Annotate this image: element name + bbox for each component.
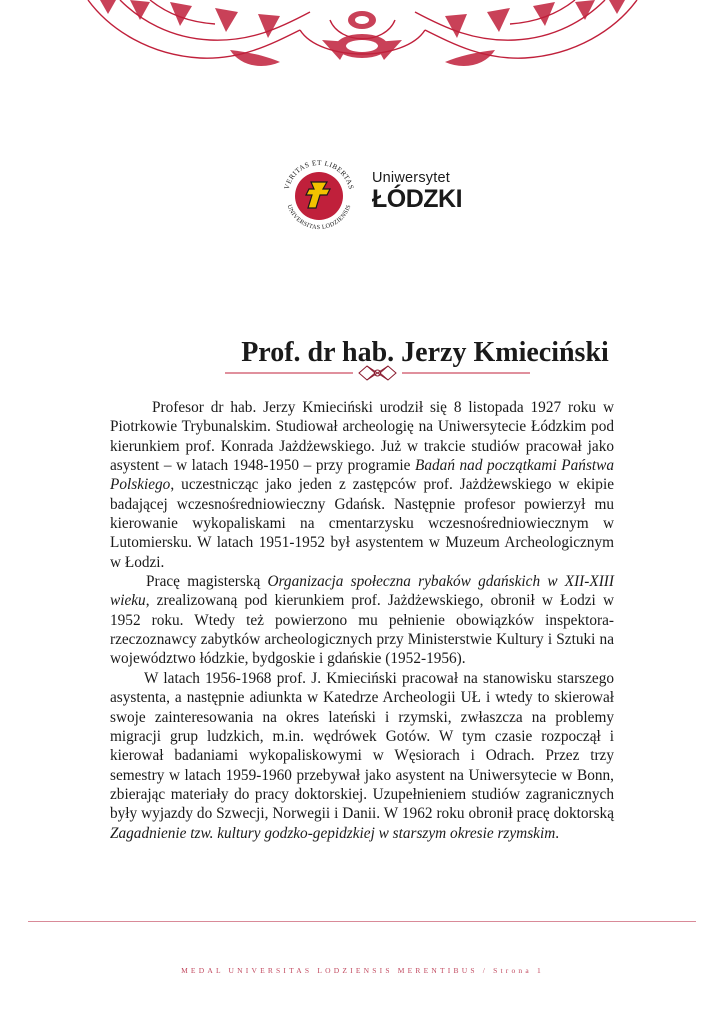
title-divider — [225, 362, 530, 384]
text-run: , zrealizowaną pod kierunkiem prof. Jażdżewskiego, obronił w Łodzi w 1952 roku. Wtedy też powierzono mu pełnienie obowiązków inspektora-rzeczoznawcy zabytków archeologicznych przy Ministerstwie Kultury i Sztuki na województwo łódzkie, bydgoskie i gdańskie (1952-1956). — [110, 592, 614, 668]
brand-line-2: ŁÓDZKI — [372, 185, 463, 213]
text-run: . — [555, 824, 560, 842]
seal-text-bottom: UNIVERSITAS LODZIENSIS — [285, 203, 353, 232]
paragraph-2 — [110, 572, 614, 669]
brand-line-1: Uniwersytet — [372, 170, 450, 186]
paragraph-3 — [110, 669, 614, 843]
university-name — [372, 170, 462, 212]
paragraph-1 — [110, 398, 614, 572]
text-run: , uczestnicząc jako jeden z zastępców prof. Jażdżewskiego w ekipie badającej wczesnośredniowieczny Gdańsk. Następnie profesor powierzył mu kierowanie wykopaliskami na cmentarzysku wczesnośredniowiecznym w Lutomiersku. W latach 1951-1952 był asystentem w Muzeum Archeologicznym w Łodzi. — [110, 476, 614, 571]
biography-text — [110, 398, 614, 843]
text-run: Profesor dr hab. Jerzy Kmieciński urodził się 8 listopada 1927 roku w Piotrkowie Trybunalskim. Studiował archeologię na Uniwersytecie Łódzkim pod kierunkiem prof. Konrada Jażdżewskiego. Już w trakcie studiów pracował jako asystent – w latach 1948-1950 – przy programie — [110, 399, 614, 475]
footer-divider — [28, 921, 696, 922]
page-title: Prof. dr hab. Jerzy Kmieciński — [241, 336, 609, 368]
italic-title-run: Organizacja społeczna rybaków gdańskich w XII-XIII wieku — [110, 573, 614, 610]
text-run: Pracę magisterską — [146, 573, 268, 591]
page-footer: MEDAL UNIVERSITAS LODZIENSIS MERENTIBUS / Strona 1 — [181, 966, 544, 975]
university-logo — [278, 156, 468, 232]
italic-title-run: Zagadnienie tzw. kultury godzko-gepidzkiej w starszym okresie rzymskim — [110, 824, 556, 842]
seal-text-top: VERITAS ET LIBERTAS — [282, 158, 356, 191]
text-run: W latach 1956-1968 prof. J. Kmieciński pracował na stanowisku starszego asystenta, a następnie adiunkta w Katedrze Archeologii UŁ i wtedy to skierował swoje zainteresowania na okres lateński i rzymski, zwłaszcza na problemy migracji grup ludzkich, m.in. wędrówek Gotów. W tym czasie rozpoczął i kierował badaniami wykopaliskowymi w Węsiorach i Odrach. Przez trzy semestry w latach 1959-1960 przebywał jako asystent na Uniwersytecie w Bonn, zbierając materiały do pracy doktorskiej. Uzupełnieniem studiów zagranicznych były wyjazdy do Szwecji, Norwegii i Danii. W 1962 roku obronił pracę doktorską — [110, 669, 614, 823]
seal-emblem-icon — [278, 156, 360, 232]
top-ornament — [0, 0, 725, 80]
italic-title-run: Badań nad początkami Państwa Polskiego — [110, 457, 614, 494]
